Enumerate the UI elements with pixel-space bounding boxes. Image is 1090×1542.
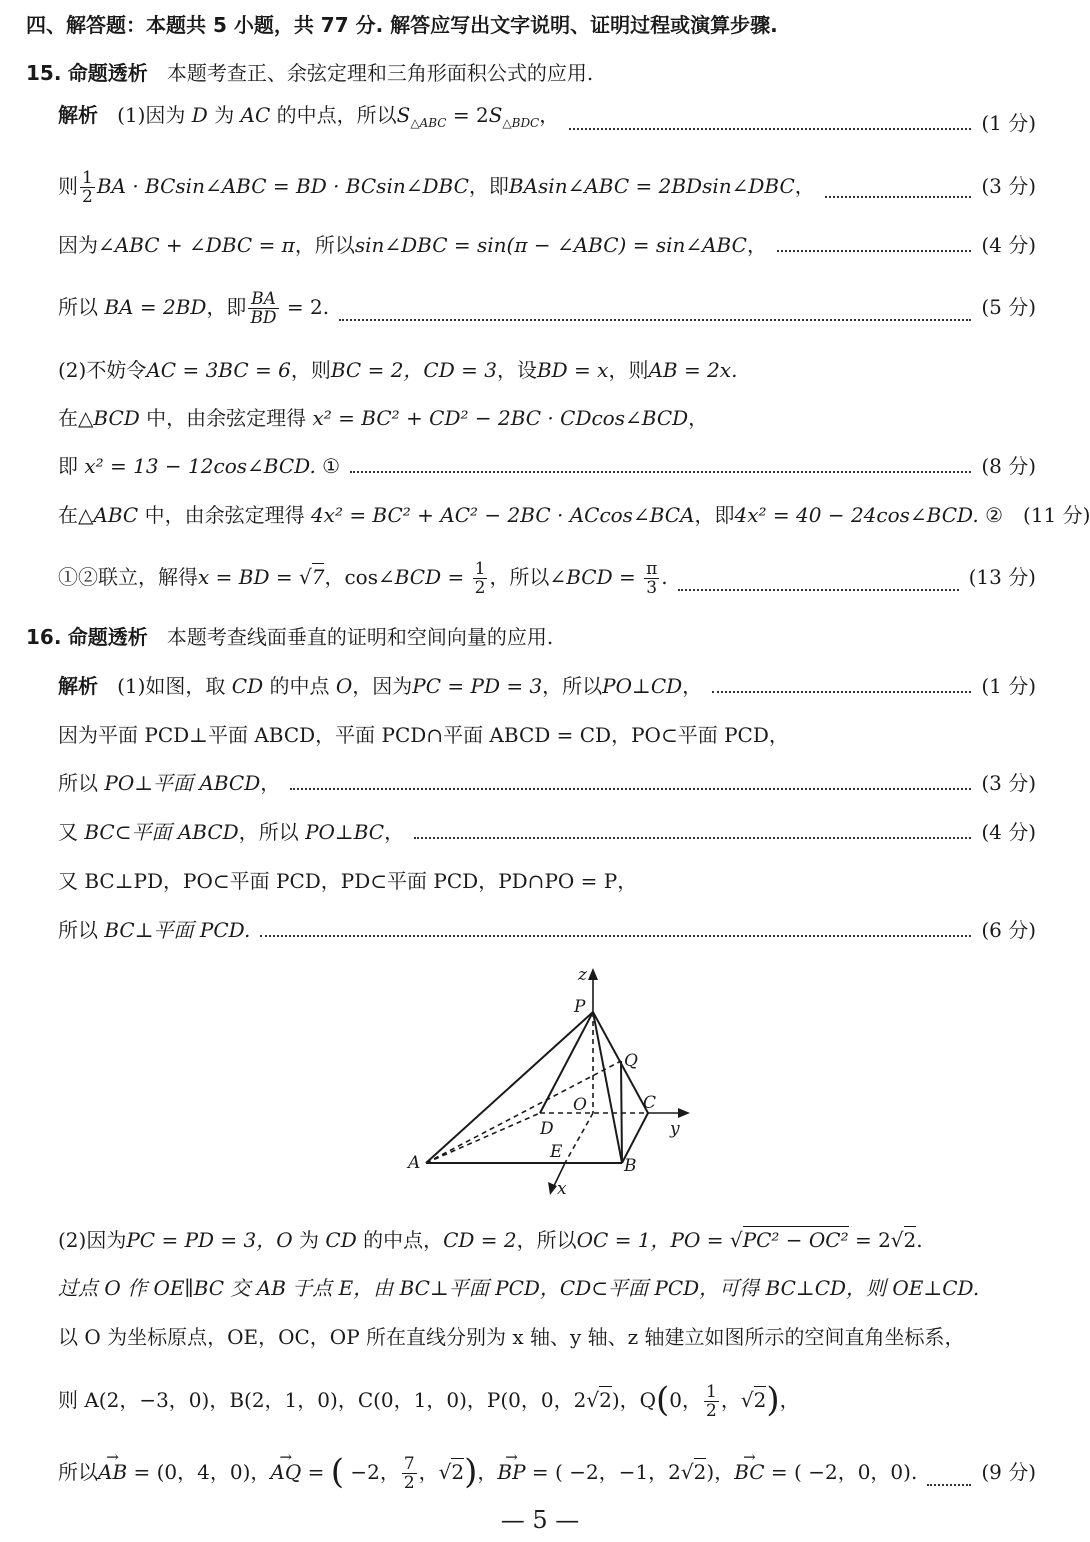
q15-l1-text: 为 [214,103,235,127]
frac-den: 2 [474,578,486,598]
q15-l1-point: D [191,103,208,127]
q15-l7-formula: x² = 13 − 12cos∠BCD. [84,454,316,478]
q16-l6-formula: BC⊥平面 PCD. [104,918,251,942]
label-B: B [624,1156,637,1176]
sqrt-radicand: 2 [451,1460,465,1484]
q16-l11-text: −2， [344,1460,400,1484]
q15-number: 15. [26,61,62,85]
edge-OE-hidden [565,1113,593,1163]
q16-l10-coords: 则 A(2，−3，0)，B(2，1，0)，C(0，1，0)，P(0，0，2 [58,1388,587,1412]
score: (6 分) [981,918,1036,942]
leader-dots [777,250,971,252]
score: (5 分) [981,295,1036,319]
q16-l1-segment: CD [231,674,264,698]
sqrt-radicand: 2 [693,1460,707,1484]
q16-l11-text: ， [418,1460,439,1484]
q15-l1-text: 的中点，所以 [276,103,397,127]
q15-l1-segment: AC [240,103,271,127]
q15-l4-text: ，即 [206,295,247,319]
q16-analysis-label: 解析 [58,674,98,698]
sqrt-sign: √ [586,1388,600,1412]
fraction [704,1383,719,1420]
q16-l1-text: ，因为 [352,674,413,698]
q15-l5-formula: AB = 2x. [648,358,738,382]
label-E: E [550,1142,563,1162]
q16-step-7 [58,1222,1036,1258]
score: (3 分) [981,174,1036,198]
q16-step-9: 以 O 为坐标原点，OE，OC，OP 所在直线分别为 x 轴、y 轴、z 轴建立如图所示的空间直角坐标系， [58,1325,965,1349]
q16-l3-text: 所以 [58,771,98,795]
q15-l5-text: ，则 [608,358,649,382]
q16-intent-text: 本题考查线面垂直的证明和空间向量的应用. [166,625,554,649]
pyramid-figure [400,960,700,1200]
q15-l6-text: ， [688,406,709,430]
fraction [644,560,659,597]
q15-step-3 [58,230,1036,260]
score: (13 分) [968,565,1036,589]
q15-l6-text: 中，由余弦定理得 [146,406,307,430]
q15-l9-formula: x = BD = [198,565,299,589]
q15-l5-text: ，则 [290,358,331,382]
label-O: O [573,1095,587,1115]
q15-intent-label: 命题透析 [67,61,148,85]
q15-l6-triangle: BCD [93,406,140,430]
score: (1 分) [981,674,1036,698]
q16-l4-text: ，所以 [238,820,299,844]
big-paren: ) [766,1380,780,1420]
score: (8 分) [981,454,1036,478]
frac-den: 2 [82,187,93,207]
q16-l1-point: O [335,674,353,698]
sqrt-sign: √ [438,1460,452,1484]
frac-den: 2 [706,1401,717,1421]
q15-l9-text: ，cos∠ [324,565,395,589]
sqrt-sign: √ [890,1228,904,1252]
q15-analysis-label: 解析 [58,103,98,127]
leader-dots [569,128,971,130]
q15-l5-text: ，设 [496,358,537,382]
q16-l4-text: 又 [58,820,78,844]
edge-QB [621,1061,622,1163]
q16-l7-text: 的中点， [363,1228,444,1252]
q15-l3-text: ， [746,233,767,257]
q15-l1-area: S [396,103,411,127]
leader-dots [290,788,971,790]
q15-l1-text: (1)因为 [117,103,186,127]
q15-l2-text: 则 [58,174,78,198]
q15-step-7 [58,451,1036,481]
z-axis-arrow [588,968,598,980]
leader-dots [678,589,959,591]
q16-l1-text: 的中点 [269,674,330,698]
q15-l8-triangle: ABC [93,503,139,527]
q16-step-2: 因为平面 PCD⊥平面 ABCD，平面 PCD∩平面 ABCD = CD，PO⊂平面 PCD， [58,723,789,747]
q16-l1-formula: PC = PD = 3 [412,674,543,698]
q16-l10-coords: ， [779,1388,800,1412]
q16-intent [26,622,1036,652]
frac-num: 1 [82,168,93,188]
q15-l9-text: ，所以∠ [489,565,567,589]
y-axis-arrow [678,1108,690,1118]
leader-dots [927,1484,971,1486]
q15-l3-text: ，所以 [294,233,355,257]
q15-intent-text: 本题考查正、余弦定理和三角形面积公式的应用. [166,61,594,85]
q16-l3-formula: PO⊥平面 ABCD [104,771,261,795]
pyramid-diagram [400,960,700,1200]
sqrt-radicand: 2 [903,1228,917,1252]
q15-step-2 [58,166,1036,206]
q16-l11-text: )， [706,1460,735,1484]
score: (9 分) [981,1460,1036,1484]
q15-l9-text: ①②联立，解得 [58,565,198,589]
q15-l1-sub: △BDC [502,116,540,130]
q15-l4-text: 所以 [58,295,98,319]
q15-step-1 [58,103,1036,138]
edge-AD-hidden [426,1113,540,1163]
q15-step-9 [58,555,1036,599]
q15-l1-area: S [488,103,503,127]
q15-l5-formula: BD = x [536,358,609,382]
frac-num: BA [248,290,278,309]
q15-l1-sub: △ABC [410,116,447,130]
frac-num: π [646,559,658,579]
score: (1 分) [981,111,1036,135]
q16-l4-formula: PO⊥BC [305,820,385,844]
label-A: A [408,1153,421,1173]
label-D: D [540,1119,554,1139]
q15-l9-text: . [661,565,668,589]
vector-AB: → AB [98,1450,127,1494]
score: (4 分) [981,233,1036,257]
fraction [248,290,278,327]
q15-l1-eq: = 2 [446,103,489,127]
q15-l5-formula: AC = 3BC = 6 [146,358,291,382]
q16-l7-segment: CD [325,1228,357,1252]
sqrt-sign: √ [680,1460,694,1484]
q15-intent [26,58,1036,88]
equation-marker: ② [978,503,1004,527]
big-paren: ) [464,1452,478,1492]
q16-step-4 [58,817,1036,847]
fraction [473,560,488,597]
frac-num: 7 [403,1454,415,1474]
q16-l10-coords: ， [720,1388,741,1412]
sqrt-radicand: 7 [311,565,325,589]
q16-l7-text: (2)因为 [58,1228,127,1252]
q15-l8-text: 在△ [58,503,94,527]
label-C: C [643,1093,657,1113]
q16-l7-text: = 2 [848,1228,891,1252]
q15-l2-formula: BAsin∠ABC = 2BDsin∠DBC [508,174,795,198]
q16-l1-formula: PO⊥CD [602,674,683,698]
edge-PB [593,1012,622,1163]
q15-step-5 [58,355,1036,385]
frac-num: 1 [706,1382,717,1402]
q16-l7-formula: CD = 2 [443,1228,517,1252]
label-Q: Q [624,1051,638,1071]
leader-dots [712,691,971,693]
score: (3 分) [981,771,1036,795]
q16-l7-text: ，所以 [516,1228,577,1252]
q16-number: 16. [26,625,62,649]
q16-l11-text: 所以 [58,1460,98,1484]
q15-l9-angle: BCD [566,565,613,589]
q15-l6-formula: x² = BC² + CD² − 2BC · CDcos∠BCD [312,406,689,430]
q16-l1-text: ，所以 [542,674,603,698]
q16-l11-text: ， [477,1460,498,1484]
q16-step-3 [58,768,1036,798]
sqrt-sign: √ [298,565,312,589]
score: (11 分) [1023,503,1090,527]
label-z: z [578,965,587,985]
leader-dots [414,837,971,839]
q15-l1-text: ， [539,103,560,127]
q16-l11-text: = [301,1460,331,1484]
page-number: — 5 — [500,1506,580,1534]
q16-l1-text: ， [682,674,703,698]
leader-dots [339,319,971,321]
frac-den: 3 [646,578,658,598]
q15-l3-text: 因为 [58,233,98,257]
big-paren: ( [330,1452,344,1492]
big-paren: ( [656,1380,670,1420]
label-y: y [670,1119,680,1139]
q16-l1-text: (1)如图，取 [117,674,226,698]
sqrt-sign: √ [729,1228,743,1252]
q16-l6-text: 所以 [58,918,98,942]
section-header: 四、解答题：本题共 5 小题，共 77 分. 解答应写出文字说明、证明过程或演算步骤. [26,13,778,37]
label-x: x [557,1179,567,1199]
q16-l11-text: = (0，4，0)， [127,1460,271,1484]
q15-l4-text: = 2. [280,295,330,319]
q15-l8-formula: 4x² = 40 − 24cos∠BCD. [734,503,979,527]
q16-l10-coords: )，Q [611,1388,657,1412]
q15-l2-text: ，即 [468,174,509,198]
vector-AQ: → AQ [270,1450,301,1494]
q16-l4-formula: BC⊂平面 ABCD [84,820,239,844]
leader-dots [825,196,972,198]
q15-l5-text: (2)不妨令 [58,358,147,382]
q16-step-5: 又 BC⊥PD，PO⊂平面 PCD，PD⊂平面 PCD，PD∩PO = P， [58,869,638,893]
q15-l2-text: ， [794,174,815,198]
q16-step-6 [58,915,1036,945]
q15-l5-formula: BC = 2，CD = 3 [330,358,497,382]
frac-den: 2 [403,1473,415,1493]
q16-l7-text: . [916,1228,923,1252]
equation-marker: ① [315,454,341,478]
q16-l7-formula: PC = PD = 3，O [126,1228,293,1252]
q16-l3-text: ， [260,771,281,795]
q16-l4-text: ， [384,820,405,844]
q15-l3-formula: ∠ABC + ∠DBC = π [98,233,295,257]
q15-l8-formula: 4x² = BC² + AC² − 2BC · ACcos∠BCA [310,503,695,527]
q15-l9-eq: = [441,565,471,589]
q16-l11-text: = ( −2，0，0). [764,1460,918,1484]
score: (4 分) [981,820,1036,844]
q15-step-8 [58,500,1090,530]
fraction [80,169,95,206]
q15-l4-formula: BA = 2BD [104,295,207,319]
sqrt-radicand: 2 [599,1388,612,1412]
edge-AQ-hidden [426,1061,621,1163]
q15-l7-text: 即 [58,454,78,478]
q15-step-6 [58,403,1036,433]
q15-l8-text: 中，由余弦定理得 [144,503,305,527]
q15-step-4 [58,285,1036,329]
frac-num: 1 [474,559,486,579]
q15-l2-formula: BA · BCsin∠ABC = BD · BCsin∠DBC [96,174,469,198]
fraction [402,1455,417,1492]
q16-step-1 [58,671,1036,701]
sqrt-radicand: 2 [753,1388,767,1412]
q16-l10-coords: 0， [669,1388,703,1412]
sqrt-sign: √ [740,1388,754,1412]
q16-l11-text: = ( −2，−1，2 [525,1460,681,1484]
q16-l7-formula: OC = 1，PO = [576,1228,730,1252]
q16-step-10 [58,1378,1036,1422]
vector-BP: → BP [497,1450,525,1494]
q15-l8-text: ，即 [694,503,735,527]
q15-l3-formula: sin∠DBC = sin(π − ∠ABC) = sin∠ABC [354,233,747,257]
label-P: P [574,997,586,1017]
sqrt-radicand: PC² − OC² [742,1228,849,1252]
q16-l7-text: 为 [299,1228,320,1252]
frac-den: BD [250,308,277,328]
q15-l9-angle: BCD [394,565,442,589]
q15-l9-eq: = [612,565,643,589]
q16-step-8: 过点 O 作 OE∥BC 交 AB 于点 E，由 BC⊥平面 PCD，CD⊂平面 PCD，可得 BC⊥CD，则 OE⊥CD. [58,1276,980,1300]
q16-intent-label: 命题透析 [67,625,148,649]
vector-BC: → BC [734,1450,764,1494]
leader-dots [350,471,971,473]
q16-step-11 [58,1450,1036,1494]
leader-dots [260,935,971,937]
q15-l6-text: 在△ [58,406,94,430]
